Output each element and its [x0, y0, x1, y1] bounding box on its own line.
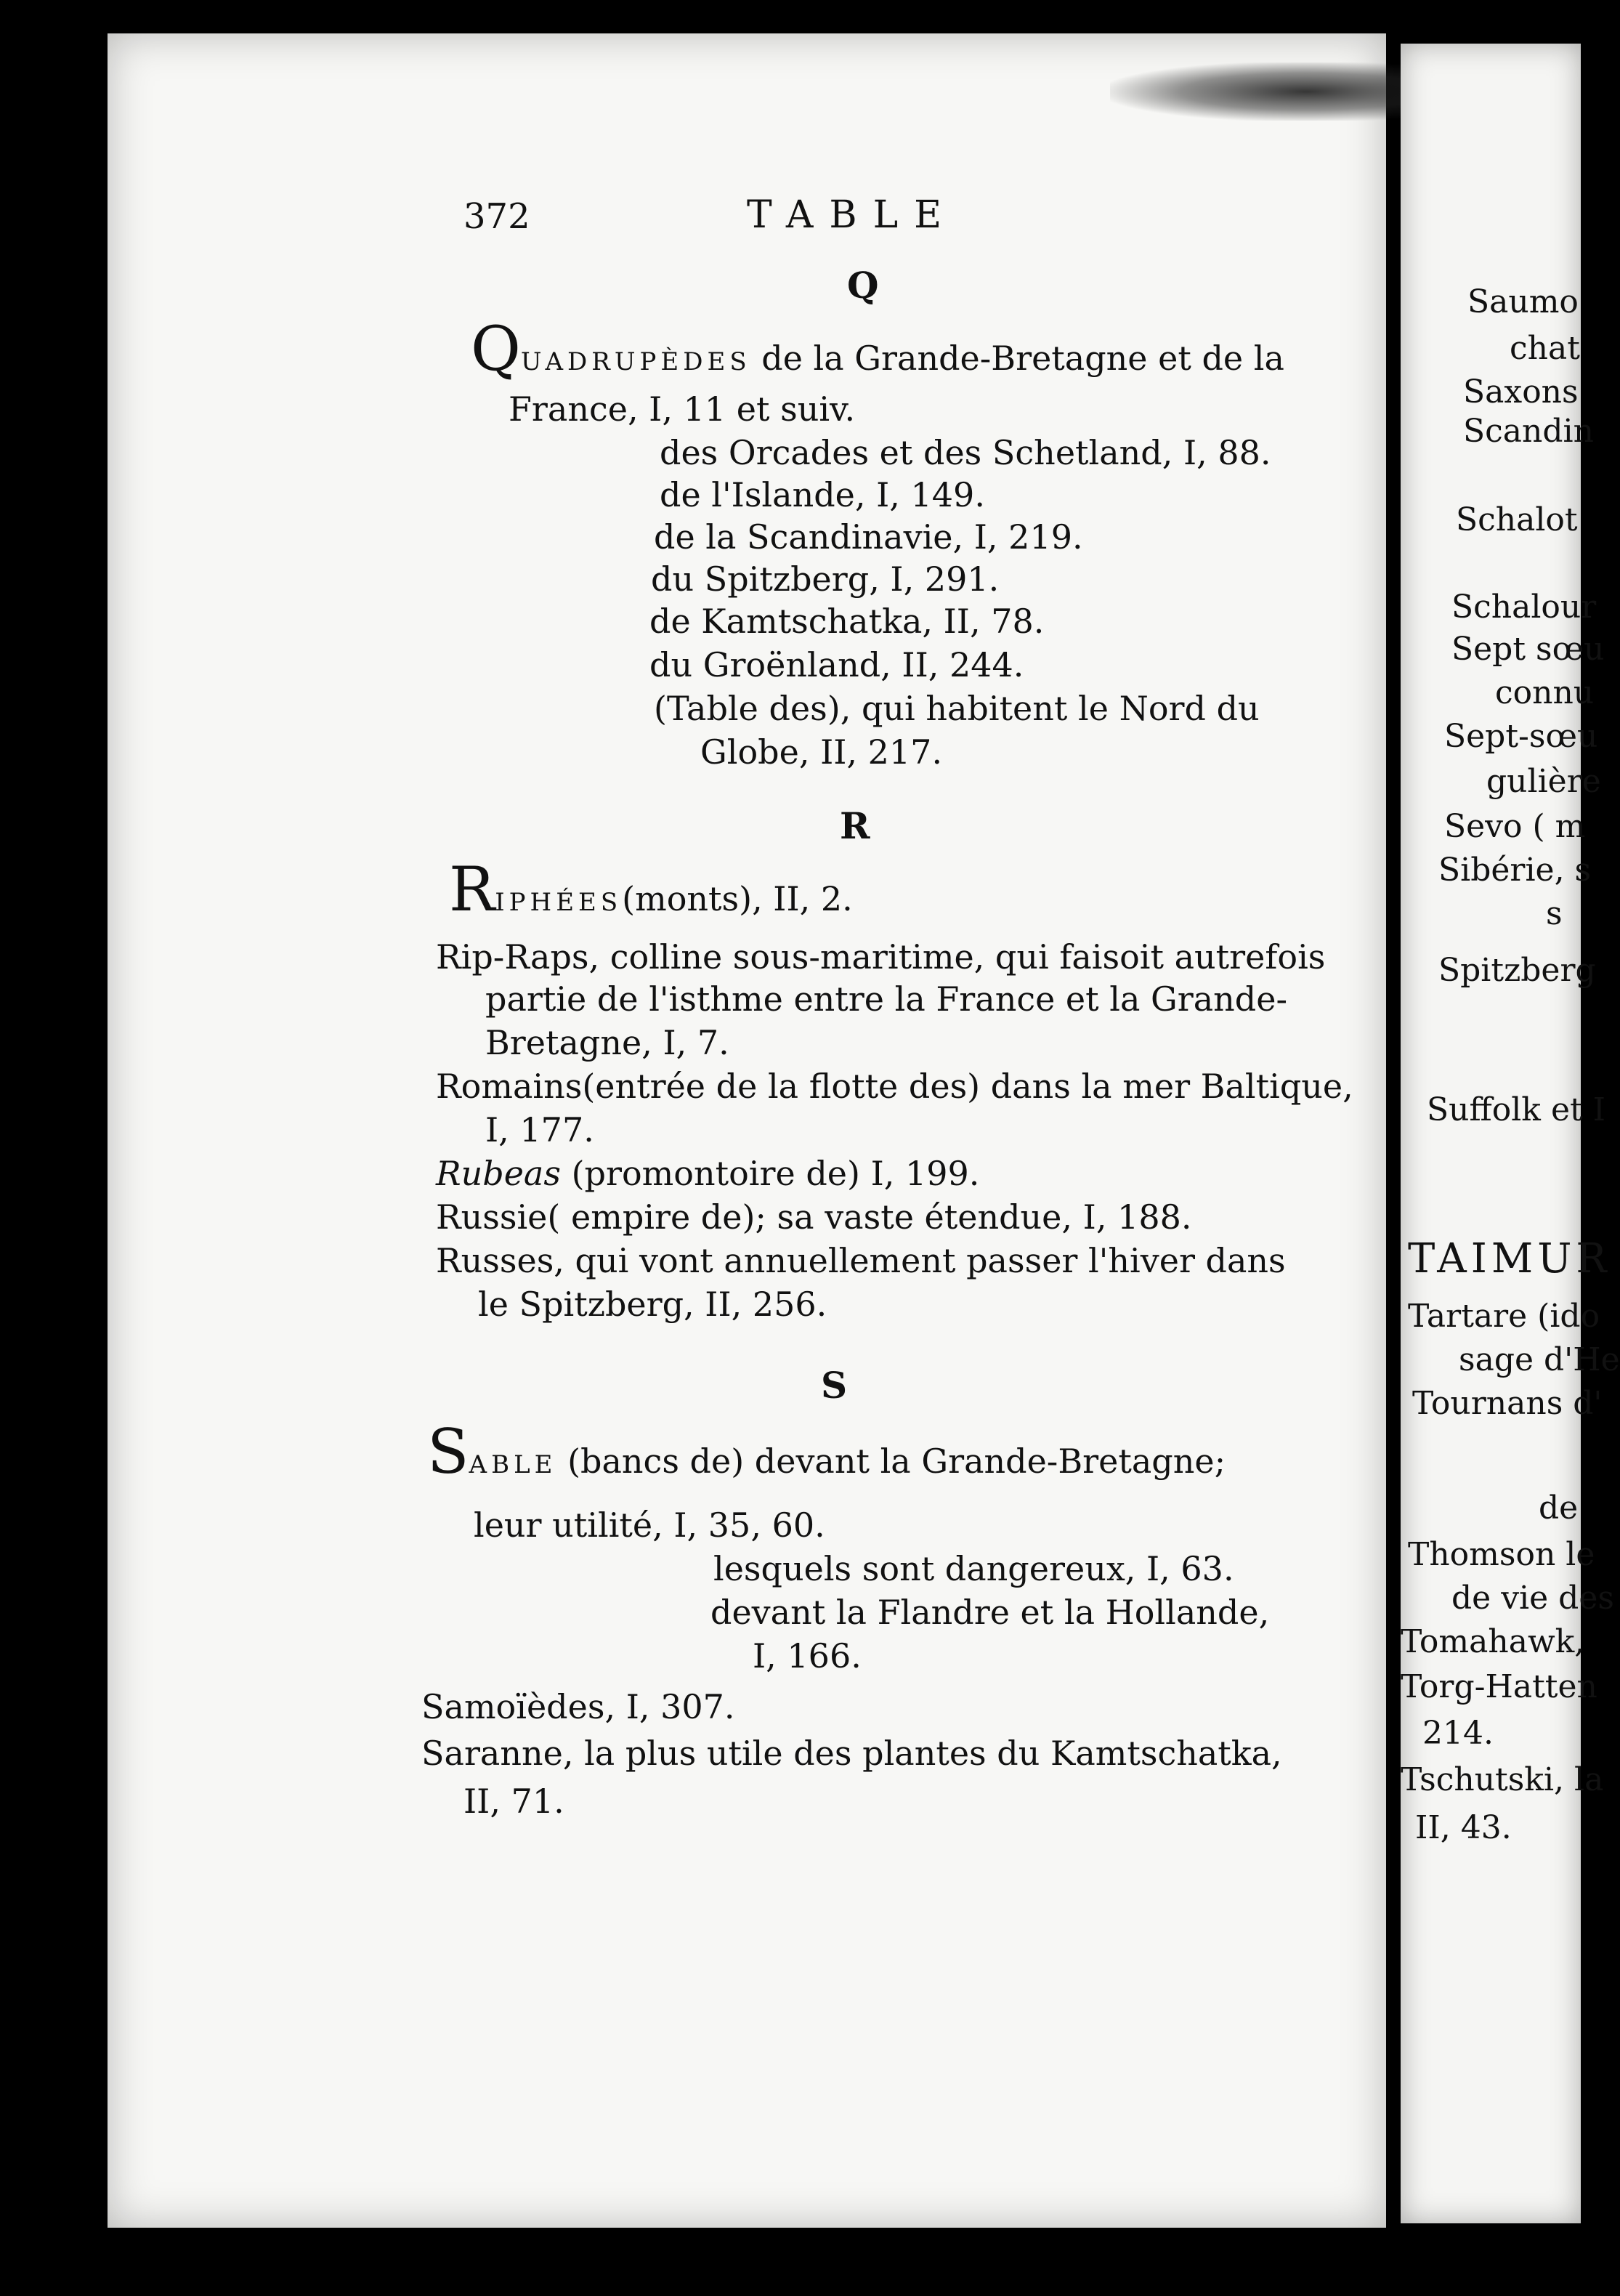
drop-cap: R [449, 854, 495, 925]
facing-line: Tournans d' [1412, 1385, 1603, 1422]
facing-line: s [1546, 895, 1563, 932]
facing-line: Tartare (ido [1408, 1298, 1600, 1335]
facing-page [1401, 44, 1620, 2223]
facing-line: Schalour [1451, 589, 1597, 626]
page-title: TABLE [747, 193, 958, 237]
facing-line: Thomson le [1408, 1536, 1595, 1573]
entry-line: des Orcades et des Schetland, I, 88. [660, 433, 1271, 472]
entry-line: le Spitzberg, II, 256. [478, 1285, 827, 1324]
entry-line: France, I, 11 et suiv. [509, 389, 856, 429]
facing-line: II, 43. [1415, 1809, 1512, 1846]
facing-line: connu [1495, 674, 1595, 711]
entry-line: lesquels sont dangereux, I, 63. [713, 1549, 1234, 1588]
facing-line: Scandin [1463, 413, 1594, 450]
entry-line: Samoïèdes, I, 307. [421, 1687, 735, 1726]
section-letter-q: Q [847, 264, 879, 307]
entry-line: II, 71. [463, 1782, 564, 1821]
entry-quadrupedes [471, 313, 1284, 384]
entry-line: I, 166. [753, 1636, 862, 1675]
entry-line: de l'Islande, I, 149. [660, 475, 985, 514]
entry-text: (monts), II, 2. [622, 879, 853, 918]
left-page [108, 33, 1386, 2228]
entry-line: du Spitzberg, I, 291. [651, 559, 1000, 599]
facing-line: gulière [1486, 763, 1601, 800]
facing-line: Torg-Hatten [1401, 1668, 1597, 1705]
entry-line: devant la Flandre et la Hollande, [710, 1593, 1270, 1632]
italic-term: Rubeas [436, 1154, 561, 1193]
entry-line: du Groënland, II, 244. [649, 645, 1024, 684]
facing-line: Tschutski, la [1401, 1761, 1604, 1798]
entry-line: de la Scandinavie, I, 219. [654, 517, 1083, 557]
entry-line: Russie( empire de); sa vaste étendue, I, 188. [436, 1197, 1192, 1237]
facing-line: Tomahawk, [1401, 1623, 1585, 1660]
entry-line: de Kamtschatka, II, 78. [649, 602, 1045, 641]
entry-line: Globe, II, 217. [700, 732, 943, 772]
facing-line: 214. [1422, 1715, 1494, 1752]
entry-line: Romains(entrée de la flotte des) dans la mer Baltique, [436, 1067, 1353, 1106]
facing-line: Saumo [1467, 283, 1579, 320]
entry-rubeas [436, 1154, 980, 1193]
facing-line: chat [1510, 330, 1580, 367]
facing-line: Schalot [1456, 501, 1578, 538]
entry-text: (promontoire de) I, 199. [560, 1154, 980, 1193]
entry-text: de la Grande-Bretagne et de la [750, 339, 1284, 378]
entry-line: Russes, qui vont annuellement passer l'hiver dans [436, 1241, 1286, 1280]
facing-line: Sevo ( m [1444, 808, 1586, 845]
facing-line: de vie des [1451, 1580, 1614, 1617]
entry-line: partie de l'isthme entre la France et la Grande- [485, 979, 1288, 1019]
facing-line: Suffolk et I [1427, 1091, 1606, 1128]
section-letter-r: R [840, 804, 870, 847]
facing-line: de [1539, 1489, 1579, 1527]
entry-line: (Table des), qui habitent le Nord du [654, 689, 1260, 728]
smallcaps-word: UADRUPÈDES [520, 347, 751, 376]
entry-text: (bancs de) devant la Grande-Bretagne; [556, 1442, 1226, 1481]
facing-line: Spitzberg [1438, 952, 1596, 989]
entry-line: Rip-Raps, colline sous-maritime, qui faisoit autrefois [436, 937, 1326, 977]
page-number: 372 [463, 196, 530, 237]
facing-line: TAIMUR [1408, 1235, 1611, 1282]
entry-line: leur utilité, I, 35, 60. [474, 1505, 825, 1545]
facing-line: Sibérie, s [1438, 852, 1592, 889]
smallcaps-word: IPHÉES [495, 888, 623, 917]
entry-line: Saranne, la plus utile des plantes du Kamtschatka, [421, 1734, 1282, 1773]
drop-cap: S [427, 1416, 469, 1487]
entry-sable [427, 1416, 1226, 1487]
facing-line: Sept sœu [1451, 631, 1605, 668]
entry-line: Bretagne, I, 7. [485, 1023, 729, 1062]
smallcaps-word: ABLE [469, 1450, 557, 1479]
entry-line: I, 177. [485, 1110, 594, 1149]
section-letter-s: S [821, 1364, 848, 1407]
facing-line: Saxons [1463, 373, 1579, 411]
drop-cap: Q [471, 313, 521, 384]
facing-line: sage d'He [1459, 1341, 1620, 1378]
facing-line: Sept-sœu [1444, 718, 1598, 755]
entry-riphees [449, 854, 853, 925]
